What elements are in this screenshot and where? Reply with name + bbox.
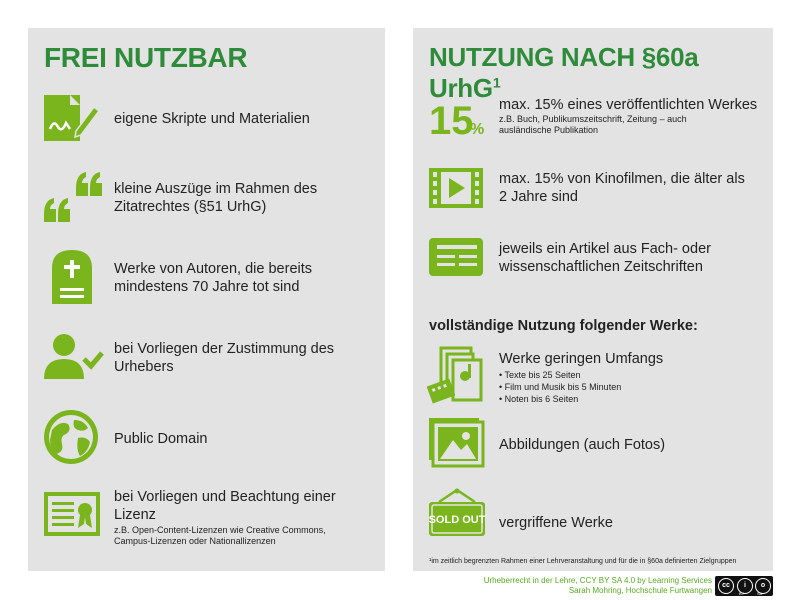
bullet-texts: • Texte bis 25 Seiten: [499, 369, 699, 381]
quote-marks-icon: [42, 170, 102, 226]
percent-15-sign: %: [470, 121, 485, 138]
certificate-icon: [42, 490, 102, 538]
right-panel-title: [429, 42, 773, 104]
sa-label: SA: [757, 591, 763, 596]
left-item-1-text: eigene Skripte und Materialien: [114, 111, 310, 127]
left-item-5-text: Public Domain: [114, 431, 208, 447]
left-item-3-text: Werke von Autoren, die bereits mindestens 70 Jahre tot sind: [114, 261, 313, 295]
left-item-4-text: bei Vorliegen der Zustimmung des Urhebers: [114, 341, 335, 375]
percent-15-number: 15: [429, 99, 474, 140]
full-usage-heading: vollständige Nutzung folgender Werke:: [429, 318, 698, 334]
left-panel-title: FREI NUTZBAR: [44, 42, 248, 73]
right-item-3-text: jeweils ein Artikel aus Fach- oder wissenschaftlichen Zeitschriften: [499, 241, 711, 275]
percent-15-icon: [429, 96, 487, 140]
right-item-1-note: z.B. Buch, Publikumszeitschrift, Zeitung – auch ausländische Publikation: [499, 114, 687, 135]
right-panel: [413, 28, 773, 571]
sold-out-sign-icon: [427, 488, 487, 538]
bullet-film-music: • Film und Musik bis 5 Minuten: [499, 381, 699, 393]
cc-license-badge[interactable]: [715, 576, 773, 596]
film-strip-icon: [427, 166, 485, 210]
share-alike-icon: o: [755, 578, 771, 594]
by-attribution-icon: i: [737, 578, 753, 594]
left-item-2-text: kleine Auszüge im Rahmen des Zitatrechtes (§51 UrhG): [114, 181, 318, 215]
right-full-item-2-text: Abbildungen (auch Fotos): [499, 437, 666, 453]
gravestone-icon: [48, 248, 96, 306]
credit: [484, 576, 712, 596]
document-pen-icon: [42, 93, 100, 145]
picture-icon: [427, 416, 485, 468]
left-item-6-text: bei Vorliegen und Beachtung einer Lizenz: [114, 489, 336, 523]
right-item-2-text: max. 15% von Kinofilmen, die älter als 2 Jahre sind: [499, 171, 745, 205]
user-check-icon: [42, 333, 104, 381]
right-item-1-text: max. 15% eines veröffentlichten Werkes: [499, 97, 758, 113]
newspaper-icon: [427, 236, 485, 278]
globe-icon: [42, 408, 100, 466]
left-panel: [28, 28, 385, 571]
bullet-sheet-music: • Noten bis 6 Seiten: [499, 393, 699, 405]
right-full-item-3-text: vergriffene Werke: [499, 515, 613, 531]
media-pages-icon: [427, 346, 485, 404]
footnote: ¹im zeitlich begrenzten Rahmen einer Lehrveranstaltung und für die in §60a definierten Zielgruppen: [429, 558, 737, 565]
by-label: BY: [739, 591, 745, 596]
credit-line-2: Sarah Mohring, Hochschule Furtwangen: [568, 586, 712, 595]
sold-out-label: SOLD OUT: [428, 514, 486, 526]
right-full-item-1-bullets: [499, 369, 699, 405]
right-full-item-1-text: Werke geringen Umfangs: [499, 351, 664, 367]
left-item-6-note: z.B. Open-Content-Lizenzen wie Creative Commons, Campus-Lizenzen oder Nationallizenzen: [114, 525, 326, 546]
credit-line-1: Urheberrecht in der Lehre, CCY BY SA 4.0 by Learning Services: [483, 576, 712, 585]
right-title-text: NUTZUNG NACH §60a UrhG: [429, 42, 699, 103]
right-title-superscript: 1: [492, 74, 501, 91]
cc-icon: cc: [718, 578, 734, 594]
